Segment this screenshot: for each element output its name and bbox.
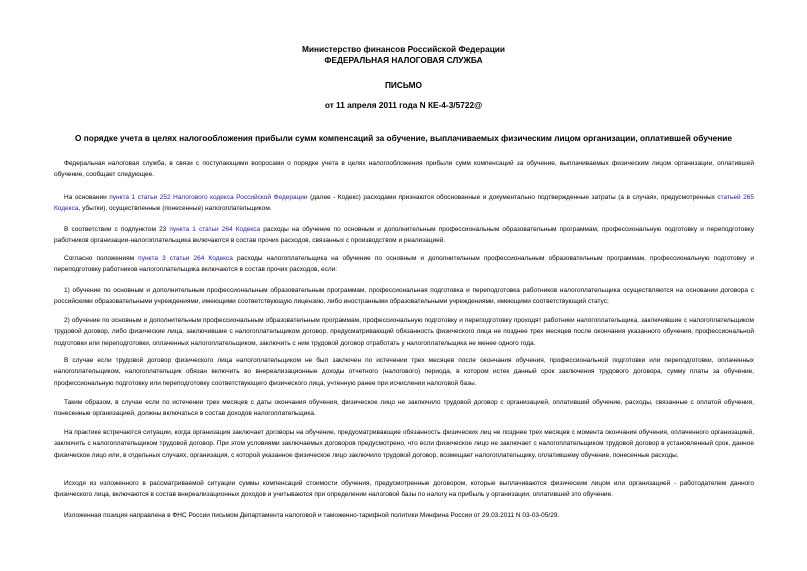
link-art-252[interactable]: пункта 1 статьи 252 Налогового кодекса Российской Федерации: [109, 194, 308, 201]
document-title: О порядке учета в целях налогообложения прибыли сумм компенсаций за обучение, выплачиваемых физическим лицом организации, оплатившей обучение: [75, 133, 732, 143]
text-segment: , убытки), осуществленные (понесенные) налогоплательщиком.: [78, 205, 272, 213]
paragraph-condition-1-text: 1) обучение по основным и дополнительным профессиональным образовательным программам, профессиональная подготовка и переподготовка работников налогоплательщика осуществляются на основании договора с российскими образовательными учреждениями, имеющими соответствующую лицензию, либо иностранными образовательными учреждениями, имеющими соответствующий статус;: [54, 287, 754, 306]
paragraph-condition-2-text: 2) обучение по основным и дополнительным профессиональным образовательным программам, профессиональную подготовку и переподготовку проходят работники налогоплательщика, заключившие с налогоплательщиком трудовой договор, либо физические лица, заключившие с налогоплательщиком договор, предусматривающий обязанность физического лица не позднее трех месяцев после окончания указанного обучения, профессиональной подготовки или переподготовки, оплаченных налогоплательщиком, заключить с ним трудовой договор отработать у налогоплательщика не менее одного года.: [54, 317, 754, 347]
paragraph-intro: [54, 158, 754, 181]
paragraph-note-text: Изложенная позиция направлена в ФНС России письмом Департамента налоговой и таможенно-тарифной политики Минфина России от 29.03.2011 N 03-03-05/29.: [64, 512, 560, 519]
document-date-number: от 11 апреля 2011 года N КЕ-4-3/5722@: [324, 100, 483, 110]
paragraph-result-text: Исходя из изложенного в рассматриваемой ситуации суммы компенсаций стоимости обучения, предусмотренные договором, которые выплачиваются физическим лицом или организацией - работодателем данного физического лица, включаются в состав внереализационных доходов и учитываются при определении налоговой базы по налогу на прибыль у организации, оплатившей это обучение.: [54, 480, 754, 499]
text-segment: расходы на обучение по основным и дополнительным профессиональным образовательным программам, профессиональную подготовку и переподготовку работников организации-налогоплательщика включаются в состав прочих расходов, связанных с производством и реализацией.: [54, 226, 754, 245]
paragraph-art264-p3: [54, 253, 754, 276]
paragraph-condition-1: [54, 285, 754, 308]
text-segment: На основании: [64, 194, 110, 201]
text-segment: Согласно положениям: [64, 255, 139, 262]
text-segment: В соответствии с подпунктом 23: [64, 226, 170, 233]
paragraph-intro-text: Федеральная налоговая служба, в связи с поступающими вопросами о порядке учета в целях налогообложения прибыли сумм компенсаций за обучение, выплачиваемых физическим лицом организации, оплатившей обучение, сообщает следующее.: [54, 160, 754, 179]
paragraph-no-contract: [54, 355, 754, 389]
paragraph-conclusion-text: Таким образом, в случае если по истечении трех месяцев с даты окончания обучения, физическое лицо не заключило трудовой договор с организацией, оплатившей обучение, расходы, связанные с оплатой обучения, понесенные организацией, должны включаться в состав доходов налогоплательщика.: [54, 399, 754, 418]
document-type: ПИСЬМО: [384, 80, 423, 90]
text-segment: (далее - Кодекс) расходами признаются обоснованные и документально подтвержденные затраты (а в случаях, предусмотренных: [307, 194, 718, 201]
paragraph-conclusion: [54, 397, 754, 420]
link-art-264-p3[interactable]: пункта 3 статьи 264 Кодекса: [138, 255, 233, 262]
paragraph-note: [54, 510, 754, 521]
paragraph-result: [54, 478, 754, 501]
paragraph-basis: [54, 192, 754, 215]
paragraph-condition-2: [54, 315, 754, 349]
service-name: ФЕДЕРАЛЬНАЯ НАЛОГОВАЯ СЛУЖБА: [324, 55, 483, 65]
paragraph-sub23: [54, 224, 754, 247]
paragraph-no-contract-text: В случае если трудовой договор физического лица налогоплательщиком не был заключен по истечении трех месяцев после окончания обучения, профессиональной подготовки или переподготовки, оплаченных налогоплательщиком, налогоплательщик обязан включить во внереализационные доходы отчетного (налогового) периода, в котором истек данный срок заключения трудового договора, сумму платы за обучение, профессиональную подготовку или переподготовку соответствующего физического лица, учтенную ранее при исчислении налоговой базы.: [54, 357, 754, 387]
link-art-264-p1[interactable]: пункта 1 статьи 264 Кодекса: [169, 226, 261, 233]
paragraph-practice: [54, 427, 754, 461]
ministry-name: Министерство финансов Российской Федерации: [301, 44, 506, 54]
link-art-265[interactable]: статьей 265 Кодекса: [54, 194, 754, 213]
text-segment: расходы налогоплательщика на обучение по основным и дополнительным профессиональным образовательным программам, профессиональную подготовку и переподготовку работников налогоплательщика включаются в состав прочих расходов, если:: [54, 255, 754, 274]
paragraph-practice-text: На практике встречаются ситуации, когда организация заключает договоры на обучение, предусматривающие обязанность физических лиц не позднее трех месяцев с момента окончания обучения, оплаченного организацией, заключить с налогоплательщиком трудовой договор. При этом условиями заключаемых договоров предусмотрено, что если физическое лицо не заключает с налогоплательщиком трудовой договор в установленный срок, данное физическое лицо или, в отдельных случаях, организация, с которой указанное физическое лицо заключило трудовой договор, возмещает налогоплательщику, оплатившему обучение, понесенные расходы.: [54, 429, 754, 459]
